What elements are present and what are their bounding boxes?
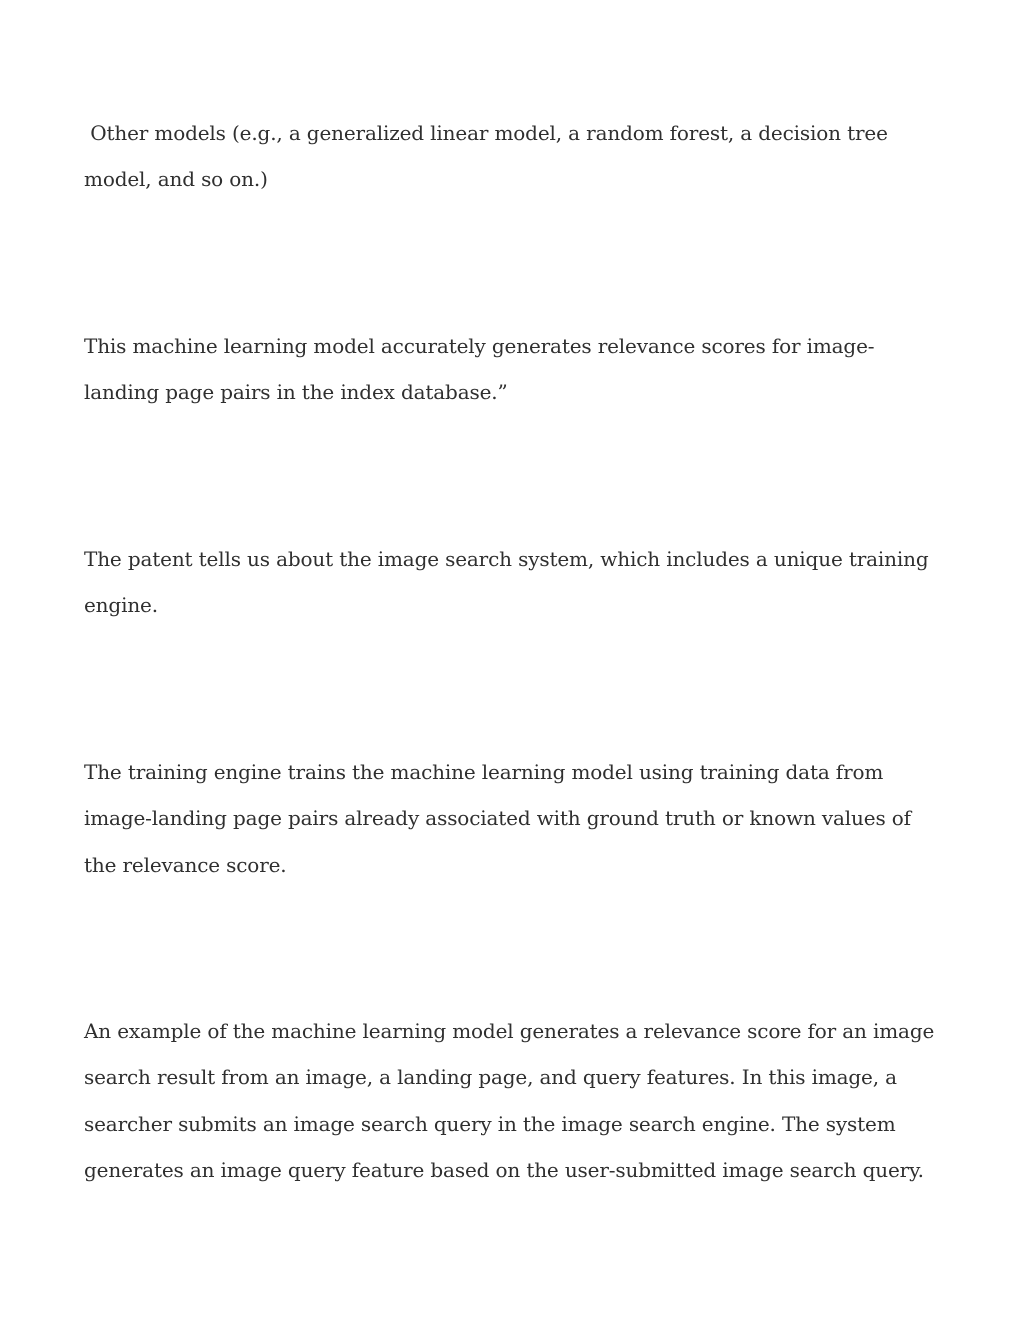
- paragraph-other-models: Other models (e.g., a generalized linear model, a random forest, a decision tree model, and so on.): [84, 121, 894, 192]
- paragraph-relevance-scores: This machine learning model accurately generates relevance scores for image-landing page pairs in the index database.”: [84, 334, 875, 405]
- paragraph-training-data: The training engine trains the machine learning model using training data from image-landing page pairs already associated with ground truth or known values of the relevance score.: [84, 760, 918, 877]
- paragraph-example: An example of the machine learning model generates a relevance score for an image search result from an image, a landing page, and query features. In this image, a searcher submits an image search query in the image search engine. The system generates an image query feature based on the user-submitted image search query.: [84, 1019, 941, 1182]
- paragraph-training-engine-intro: The patent tells us about the image search system, which includes a unique training engine.: [84, 547, 935, 618]
